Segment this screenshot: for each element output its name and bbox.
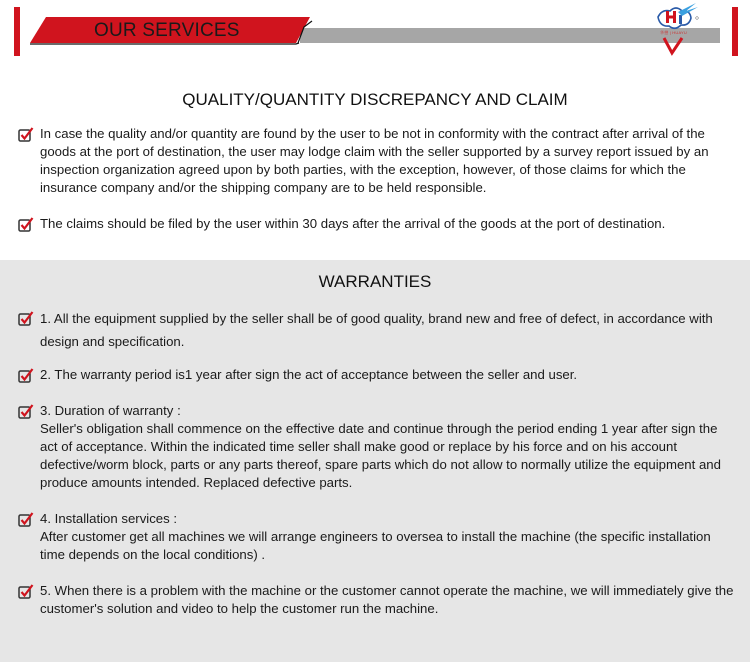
checkbox-checked-icon [18, 127, 34, 142]
checkbox-checked-icon [18, 584, 34, 599]
warranties-section [0, 260, 750, 662]
warranty-item-text: Seller's obligation shall commence on the effective date and continue through the period ending 1 year after sign the act of acceptance. Within the indicated time seller shall make good or replace by his force and on his account defective/worm block, parts or any parts thereof, spare parts which do not allow to normally utilize the equipment and produce amounts intended. Replaced defective parts. [40, 421, 721, 490]
warranty-item [18, 402, 738, 492]
checkbox-checked-icon [18, 512, 34, 527]
logo-text: 华懋 | HUAYU [660, 30, 687, 35]
warranty-item [18, 307, 738, 353]
checkbox-checked-icon [18, 368, 34, 383]
quality-item-text: In case the quality and/or quantity are found by the user to be not in conformity with the contract after arrival of the goods at the port of destination, the user may lodge claim with the seller supported by a survey report issued by an inspection organization agreed upon by both parties, with the exception, however, of those claims for which the insurance company and/or the shipping company are to be held responsible. [40, 126, 709, 195]
warranty-item-heading: 3. Duration of warranty : [40, 403, 181, 418]
warranty-item-text: 1. All the equipment supplied by the seller shall be of good quality, brand new and free of defect, in accordance with design and specification. [40, 311, 713, 349]
quality-item [18, 125, 738, 197]
warranty-item-heading: 4. Installation services : [40, 511, 178, 526]
warranty-item [18, 366, 738, 384]
banner-title: OUR SERVICES [94, 20, 240, 41]
right-accent-bar [732, 7, 738, 56]
checkbox-checked-icon [18, 217, 34, 232]
warranty-item [18, 582, 738, 618]
bottom-strip [0, 662, 750, 672]
quality-item-text: The claims should be filed by the user within 30 days after the arrival of the goods at the port of destination. [40, 216, 666, 231]
left-accent-bar [14, 7, 20, 56]
warranty-item-text: 2. The warranty period is1 year after sign the act of acceptance between the seller and user. [40, 367, 578, 382]
warranty-item-text: After customer get all machines we will arrange engineers to oversea to install the machine (the specific installation time depends on the local conditions) . [40, 529, 711, 562]
checkbox-checked-icon [18, 311, 34, 326]
warranties-title: WARRANTIES [318, 272, 432, 291]
quality-item [18, 215, 738, 233]
quality-section [0, 70, 750, 260]
warranty-item-text: 5. When there is a problem with the machine or the customer cannot operate the machine, we will immediately give the customer's solution and video to help the customer run the machine. [40, 583, 734, 616]
warranty-item [18, 510, 738, 564]
quality-title: QUALITY/QUANTITY DISCREPANCY AND CLAIM [182, 90, 568, 109]
header [0, 0, 750, 70]
checkbox-checked-icon [18, 404, 34, 419]
